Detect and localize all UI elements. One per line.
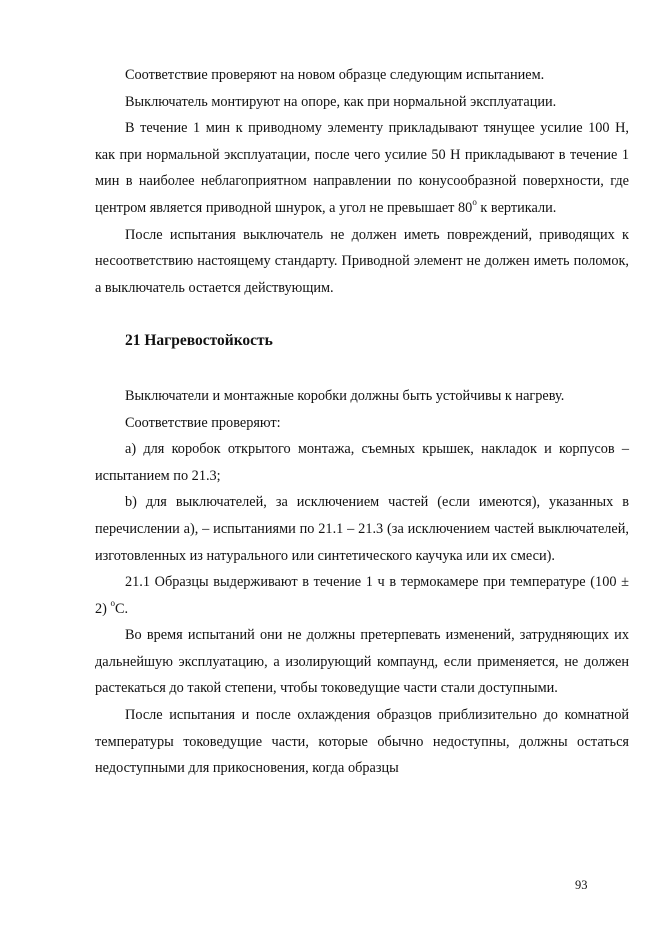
list-item-a: а) для коробок открытого монтажа, съемных крышек, накладок и корпусов – испытанием по 21.3; (95, 441, 629, 484)
paragraph-compliance-check: Соответствие проверяют на новом образце следующим испытанием. (125, 67, 545, 83)
degree-superscript-celsius: о (110, 597, 115, 608)
page-content (95, 62, 629, 782)
pull-force-text: В течение 1 мин к приводному элементу прикладывают тянущее усилие 100 Н, как при нормальной эксплуатации, после чего усилие 50 Н прикладывают в течение 1 мин в наиболее неблагоприятном направлении по конусообразной поверхности, где центром является приводной шнурок, а угол не превышает 80 (95, 120, 629, 216)
degree-superscript: о (472, 197, 477, 208)
paragraph-compliance-intro: Соответствие проверяют: (125, 414, 281, 431)
paragraph-heat-resistance: Выключатели и монтажные коробки должны быть устойчивы к нагреву. (125, 387, 565, 404)
pull-force-text-end: к вертикали. (476, 199, 557, 216)
clause-21-1-text-end: С. (114, 600, 129, 617)
page-number: 93 (575, 878, 588, 892)
paragraph-during-tests: Во время испытаний они не должны претерпевать изменений, затрудняющих их дальнейшую эксплуатацию, а изолирующий компаунд, если применяется, не должен растекаться до такой степени, чтобы токоведущие части стали доступными. (95, 627, 629, 697)
paragraph-pull-force (95, 115, 629, 221)
paragraph-21-1 (95, 569, 629, 622)
paragraph-after-test: После испытания выключатель не должен иметь повреждений, приводящих к несоответствию настоящему стандарту. Приводной элемент не должен иметь поломок, а выключатель остается действующим. (95, 226, 629, 296)
list-item-b: b) для выключателей, за исключением частей (если имеются), указанных в перечислении а), – испытаниями по 21.1 – 21.3 (за исключением частей выключателей, изготовленных из натурального или синтетического каучука или их смеси). (95, 494, 629, 564)
section-heading: 21 Нагревостойкость (125, 332, 273, 350)
clause-21-1-text: 21.1 Образцы выдерживают в течение 1 ч в термокамере при температуре (100 ± 2) (95, 574, 629, 617)
paragraph-switch-mounting: Выключатель монтируют на опоре, как при нормальной эксплуатации. (125, 93, 557, 110)
paragraph-after-cooling: После испытания и после охлаждения образцов приблизительно до комнатной температуры токоведущие части, которые обычно недоступны, должны остаться недоступными для прикосновения, когда образцы (95, 707, 629, 777)
